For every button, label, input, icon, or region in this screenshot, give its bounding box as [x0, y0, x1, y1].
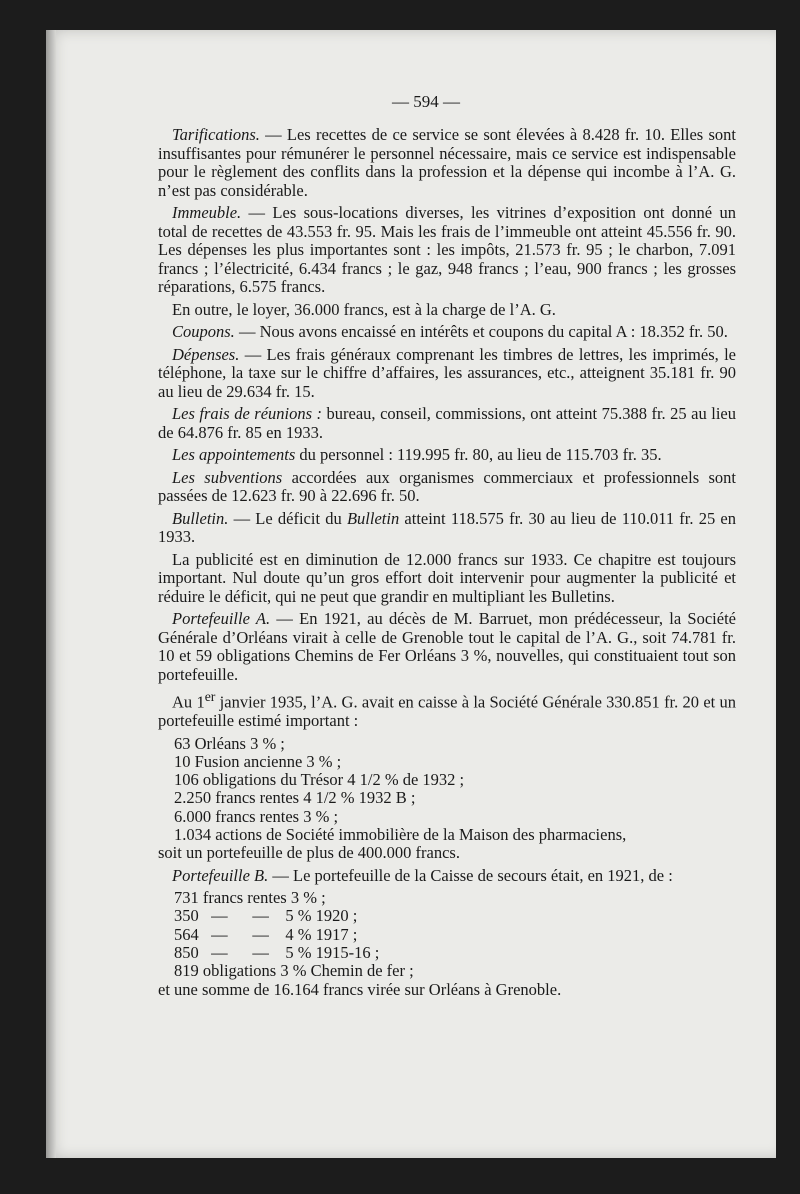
body-text [158, 126, 736, 1003]
lead-immeuble: Immeuble. [172, 203, 242, 222]
list-item: 6.000 francs rentes 3 % ; [174, 806, 339, 826]
lead-portefeuille-b: Portefeuille B. [172, 865, 269, 885]
paragraph-subventions [158, 469, 736, 506]
text-janvier-a: Au 1 [172, 692, 205, 712]
lead-depenses: Dépenses. [172, 344, 240, 364]
list-item: 10 Fusion ancienne 3 % ; [174, 751, 342, 771]
list-tail: soit un portefeuille de plus de 400.000 francs. [158, 843, 460, 863]
text-tarifications: — Les recettes de ce service se sont élevées à 8.428 fr. 10. Elles sont insuffisantes pour rémunérer le personnel nécessaire, mais ce service est indispensable pour le règlement des conflits dans la profession et la dépense qui incombe à l’A. G. n’est pas considérable. [158, 125, 736, 200]
paragraph-loyer: En outre, le loyer, 36.000 francs, est à la charge de l’A. G. [172, 299, 556, 319]
paragraph-portefeuille-b [158, 867, 736, 886]
paragraph-janvier [158, 688, 736, 731]
list-portefeuille-a [158, 735, 736, 863]
list-item: 63 Orléans 3 % ; [174, 733, 285, 753]
text-depenses: — Les frais généraux comprenant les timbres de lettres, les imprimés, le téléphone, la taxe sur le chiffre d’affaires, les assurances, etc., atteignent 35.181 fr. 90 au lieu de 29.634 fr. 15. [158, 344, 736, 401]
paragraph-appointements [158, 446, 736, 465]
list-item: 2.250 francs rentes 4 1/2 % 1932 B ; [174, 788, 416, 808]
text-janvier-sup: er [204, 689, 216, 704]
lead-subventions: Les subventions [172, 467, 283, 487]
text-reunions: bureau, conseil, commissions, ont atteint 75.388 fr. 25 au lieu de 64.876 fr. 85 en 1933. [158, 404, 736, 442]
lead-reunions: Les frais de réunions : [172, 404, 323, 423]
list-item: 350 — — 5 % 1920 ; [174, 906, 358, 926]
paragraph-bulletin [158, 510, 736, 547]
paragraph-depenses [158, 346, 736, 402]
page-number: — 594 — [392, 92, 460, 111]
lead-portefeuille-a: Portefeuille A. [172, 609, 271, 628]
text-portefeuille-b: — Le portefeuille de la Caisse de secours était, en 1921, de : [268, 865, 673, 885]
text-bulletin-a: — Le déficit du [228, 508, 347, 528]
page-spine [46, 30, 56, 1158]
text-subventions: accordées aux organismes commerciaux et professionnels sont passées de 12.623 fr. 90 à 22.696 fr. 50. [158, 467, 736, 505]
list-item: 819 obligations 3 % Chemin de fer ; [174, 961, 414, 981]
text-immeuble: — Les sous-locations diverses, les vitrines d’exposition ont donné un total de recettes de 43.553 fr. 95. Mais les frais de l’immeuble ont atteint 45.556 fr. 90. Les dépenses les plus importantes sont : les impôts, 21.573 fr. 95 ; le charbon, 7.091 francs ; l’électricité, 6.434 francs ; le gaz, 948 francs ; l’eau, 900 francs ; les grosses réparations, 6.575 francs. [158, 203, 736, 296]
paragraph-tarifications [158, 126, 736, 200]
paragraph-portefeuille-a [158, 610, 736, 684]
lead-coupons: Coupons. [172, 322, 235, 341]
list-portefeuille-b [158, 889, 736, 980]
list-item: 1.034 actions de Société immobilière de la Maison des pharmaciens, [174, 824, 627, 844]
paragraph-immeuble [158, 204, 736, 297]
text-portefeuille-a: — En 1921, au décès de M. Barruet, mon prédécesseur, la Société Générale d’Orléans virait à celle de Grenoble tout le capital de l’A. G., soit 74.781 fr. 10 et 59 obligations Chemins de Fer Orléans 3 %, nouvelles, qui constituaient tout son portefeuille. [158, 609, 736, 684]
text-janvier-b: janvier 1935, l’A. G. avait en caisse à la Société Générale 330.851 fr. 20 et un portefeuille estimé important : [158, 692, 737, 730]
paragraph-reunions [158, 405, 736, 442]
paragraph-publicite: La publicité est en diminution de 12.000 francs sur 1933. Ce chapitre est toujours important. Nul doute qu’un gros effort doit intervenir pour augmenter la publicité et réduire le déficit, qui ne peut que grandir en multipliant les Bulletins. [158, 549, 736, 606]
lead-bulletin: Bulletin. [172, 508, 229, 528]
list-item: 564 — — 4 % 1917 ; [174, 924, 358, 944]
document-page [46, 30, 776, 1158]
text-appointements: du personnel : 119.995 fr. 80, au lieu de 115.703 fr. 35. [295, 445, 662, 464]
list-item: 106 obligations du Trésor 4 1/2 % de 1932 ; [174, 770, 465, 790]
lead-appointements: Les appointements [172, 445, 296, 464]
text-coupons: — Nous avons encaissé en intérêts et coupons du capital A : 18.352 fr. 50. [234, 322, 728, 341]
paragraph-coupons [158, 323, 736, 342]
lead-tarifications: Tarifications. [172, 125, 260, 144]
text-bulletin-italic: Bulletin [346, 508, 400, 528]
list-item: 850 — — 5 % 1915-16 ; [174, 942, 380, 962]
list-item: 731 francs rentes 3 % ; [174, 888, 326, 908]
text-bulletin-b: atteint 118.575 fr. 30 au lieu de 110.011 fr. 25 en 1933. [158, 508, 736, 546]
paragraph-final: et une somme de 16.164 francs virée sur Orléans à Grenoble. [158, 979, 562, 999]
